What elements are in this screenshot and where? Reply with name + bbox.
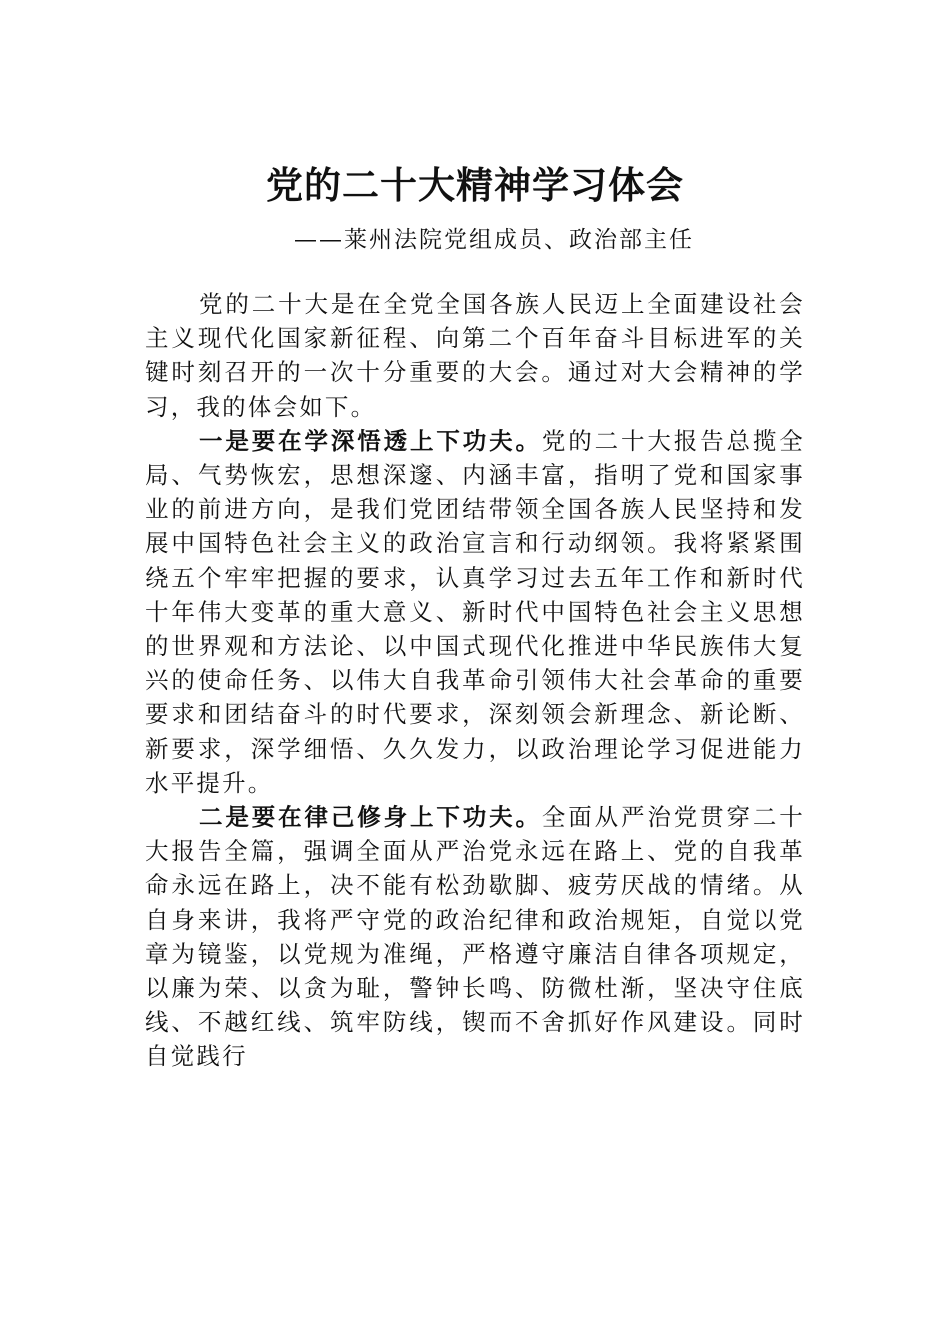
document-subtitle: ——莱州法院党组成员、政治部主任: [294, 227, 694, 253]
paragraph-point-two: [145, 800, 805, 1074]
paragraph-lead: 二是要在律己修身上下功夫。: [199, 803, 542, 832]
paragraph-text: 党的二十大报告总揽全局、气势恢宏，思想深邃、内涵丰富，指明了党和国家事业的前进方向，是我们党团结带领全国各族人民坚持和发展中国特色社会主义的政治宣言和行动纲领。我将紧紧围绕五个牢牢把握的要求，认真学习过去五年工作和新时代十年伟大变革的重大意义、新时代中国特色社会主义思想的世界观和方法论、以中国式现代化推进中华民族伟大复兴的使命任务、以伟大自我革命引领伟大社会革命的重要要求和团结奋斗的时代要求，深刻领会新理念、新论断、新要求，深学细悟、久久发力，以政治理论学习促进能力水平提升。: [145, 426, 805, 797]
document-body: [145, 287, 805, 1074]
paragraph-text: 全面从严治党贯穿二十大报告全篇，强调全面从严治党永远在路上、党的自我革命永远在路上，决不能有松劲歇脚、疲劳厌战的情绪。从自身来讲，我将严守党的政治纪律和政治规矩，自觉以党章为镜鉴，以党规为准绳，严格遵守廉洁自律各项规定，以廉为荣、以贪为耻，警钟长鸣、防微杜渐，坚决守住底线、不越红线、筑牢防线，锲而不舍抓好作风建设。同时自觉践行: [145, 803, 805, 1071]
paragraph-lead: 一是要在学深悟透上下功夫。: [199, 426, 542, 455]
document-title: 党的二十大精神学习体会: [266, 163, 684, 207]
paragraph-point-one: [145, 424, 805, 800]
paragraph-text: 党的二十大是在全党全国各族人民迈上全面建设社会主义现代化国家新征程、向第二个百年奋斗目标进军的关键时刻召开的一次十分重要的大会。通过对大会精神的学习，我的体会如下。: [145, 290, 805, 421]
paragraph-intro: [145, 287, 805, 424]
